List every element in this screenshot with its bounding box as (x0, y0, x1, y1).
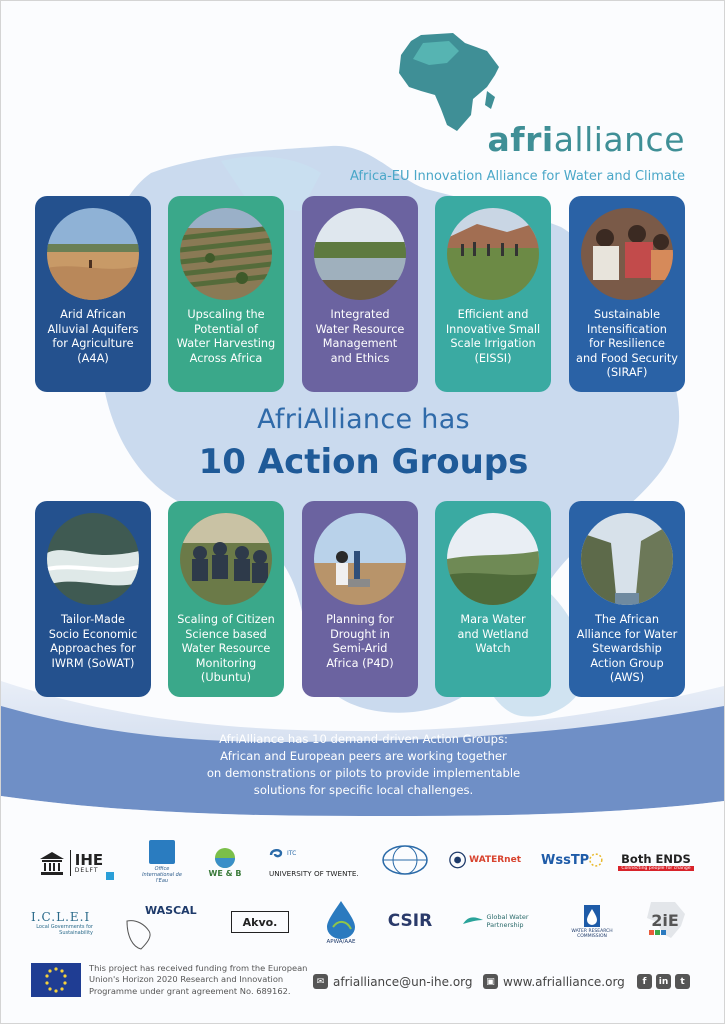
action-group-card-sowat[interactable] (35, 501, 151, 697)
oieau-mark-icon (149, 840, 175, 864)
unesco-temple-icon (38, 849, 66, 877)
action-group-card-siraf[interactable] (569, 196, 685, 392)
action-group-card-water-harvesting[interactable] (168, 196, 284, 392)
gwp-label: Global Water Partnership (486, 913, 529, 929)
website-link[interactable]: www.afrialliance.org (503, 974, 625, 989)
terraced-hillside-photo (180, 208, 272, 300)
dry-riverbed-photo (47, 208, 139, 300)
action-group-card-a4a[interactable] (35, 196, 151, 392)
action-group-card-p4d[interactable] (302, 501, 418, 697)
description-text: AfriAlliance has 10 demand-driven Action Groups: African and European peers are working together on demonstrations or pilots to provide implementable solutions for specific local challenges. (206, 732, 521, 797)
apwa-drop-icon (323, 899, 359, 939)
citizen-group-photo (180, 513, 272, 605)
action-group-label: Upscaling the Potential of Water Harvesting Across Africa (176, 308, 276, 365)
action-group-label: The African Alliance for Water Stewardship Action Group (AWS) (576, 613, 678, 685)
headline-intro: AfriAlliance has (257, 404, 470, 435)
rapids-photo (47, 513, 139, 605)
both-ends-logo[interactable] (617, 847, 695, 875)
waternet-emblem-icon (449, 850, 466, 870)
action-group-label: Mara Water and Wetland Watch (457, 613, 529, 656)
itc-label: ITC (287, 850, 297, 857)
apwa-label: APWA/AAE (326, 939, 356, 945)
action-group-label: Integrated Water Resource Management and Ethics (315, 308, 405, 365)
action-group-label: Tailor-Made Socio Economic Approaches for IWRM (SoWAT) (48, 613, 138, 670)
wsstp-logo[interactable] (541, 843, 603, 877)
web-icon: ▣ (483, 974, 498, 989)
wsstp-stars-icon (589, 853, 603, 867)
web-logo[interactable] (203, 839, 247, 885)
action-group-card-ubuntu[interactable] (168, 501, 284, 697)
action-group-label: Efficient and Innovative Small Scale Irrigation (EISSI) (445, 308, 541, 365)
akvo-label: Akvo. (242, 915, 278, 929)
meeting-people-photo (581, 208, 673, 300)
waternet-label: WATERnet (469, 855, 521, 865)
wascal-logo[interactable] (123, 899, 207, 955)
social-links (637, 974, 690, 989)
action-group-label: Arid African Alluvial Aquifers for Agriculture (A4A) (47, 308, 139, 365)
twente-label: UNIVERSITY OF TWENTE. (269, 868, 359, 878)
network-globe-icon (381, 844, 429, 876)
apwa-logo[interactable] (319, 895, 363, 949)
email-icon: ✉ (313, 974, 328, 989)
wrc-label: WATER RESEARCH COMMISSION (571, 929, 613, 939)
brand-wordmark (331, 120, 685, 159)
gwp-wave-icon (462, 914, 484, 928)
ihe-delft-logo[interactable] (31, 846, 121, 880)
brand-part2: alliance (553, 120, 685, 159)
wrc-drop-icon (582, 903, 602, 929)
website-contact[interactable] (483, 974, 625, 989)
canyon-photo (581, 513, 673, 605)
gwp-logo[interactable] (457, 909, 541, 933)
action-group-card-eissi[interactable] (435, 196, 551, 392)
action-group-card-aws[interactable] (569, 501, 685, 697)
eu-flag-icon (31, 963, 81, 997)
field-group-photo (447, 208, 539, 300)
wascal-label: WASCAL (145, 903, 197, 917)
itc-swirl-icon (269, 847, 285, 861)
river-landscape-photo (314, 208, 406, 300)
twitter-icon[interactable]: t (675, 974, 690, 989)
ihe-sub-label: DELFT (74, 866, 99, 874)
2ie-logo[interactable] (639, 897, 691, 943)
facebook-icon[interactable]: f (637, 974, 652, 989)
bothends-sub-label: Connecting people for change (618, 866, 693, 871)
water-pump-photo (314, 513, 406, 605)
headline-main: 10 Action Groups (198, 442, 529, 482)
wascal-map-icon (123, 917, 183, 951)
email-contact[interactable] (313, 974, 473, 989)
action-group-label: Planning for Drought in Semi-Arid Africa (P4D) (326, 613, 394, 670)
2ie-label: 2iE (651, 910, 679, 930)
action-group-card-iwrm-ethics[interactable] (302, 196, 418, 392)
utwente-itc-logo[interactable] (269, 841, 369, 883)
brand-tagline: Africa-EU Innovation Alliance for Water and Climate (350, 169, 685, 184)
ihe-label: IHE (74, 850, 104, 869)
web-globe-icon (212, 847, 238, 869)
iclei-logo[interactable] (31, 905, 101, 941)
akvo-logo[interactable] (231, 911, 289, 933)
brand-part1: afri (487, 120, 554, 159)
waternet-logo[interactable] (449, 847, 521, 873)
oieau-logo[interactable] (141, 837, 183, 887)
wetland-valley-photo (447, 513, 539, 605)
eu-funding-text: This project has received funding from the European Union's Horizon 2020 Research and Innovation Programme under grant agreement No. 689162. (89, 963, 308, 996)
action-group-label: Scaling of Citizen Science based Water Resource Monitoring (Ubuntu) (177, 613, 275, 685)
action-group-card-mara[interactable] (435, 501, 551, 697)
bothends-label: Both ENDS (621, 851, 691, 866)
linkedin-icon[interactable]: in (656, 974, 671, 989)
email-link[interactable]: afrialliance@un-ihe.org (333, 974, 473, 989)
header (331, 29, 691, 184)
oieau-label: Office International de l'Eau (142, 866, 182, 884)
footer (31, 963, 701, 1001)
network-org-logo[interactable] (381, 843, 429, 877)
web-label: WE & B (208, 868, 242, 878)
iclei-label: I.C.L.E.I (31, 910, 91, 924)
wrc-logo[interactable] (571, 895, 613, 947)
wsstp-label: WssTP (541, 852, 590, 868)
iclei-sub-label: Local Governments for Sustainability (36, 924, 93, 936)
csir-label: CSIR (387, 911, 433, 931)
action-group-label: Sustainable Intensification for Resilience and Food Security (SIRAF) (576, 308, 678, 380)
csir-logo[interactable] (385, 907, 435, 935)
